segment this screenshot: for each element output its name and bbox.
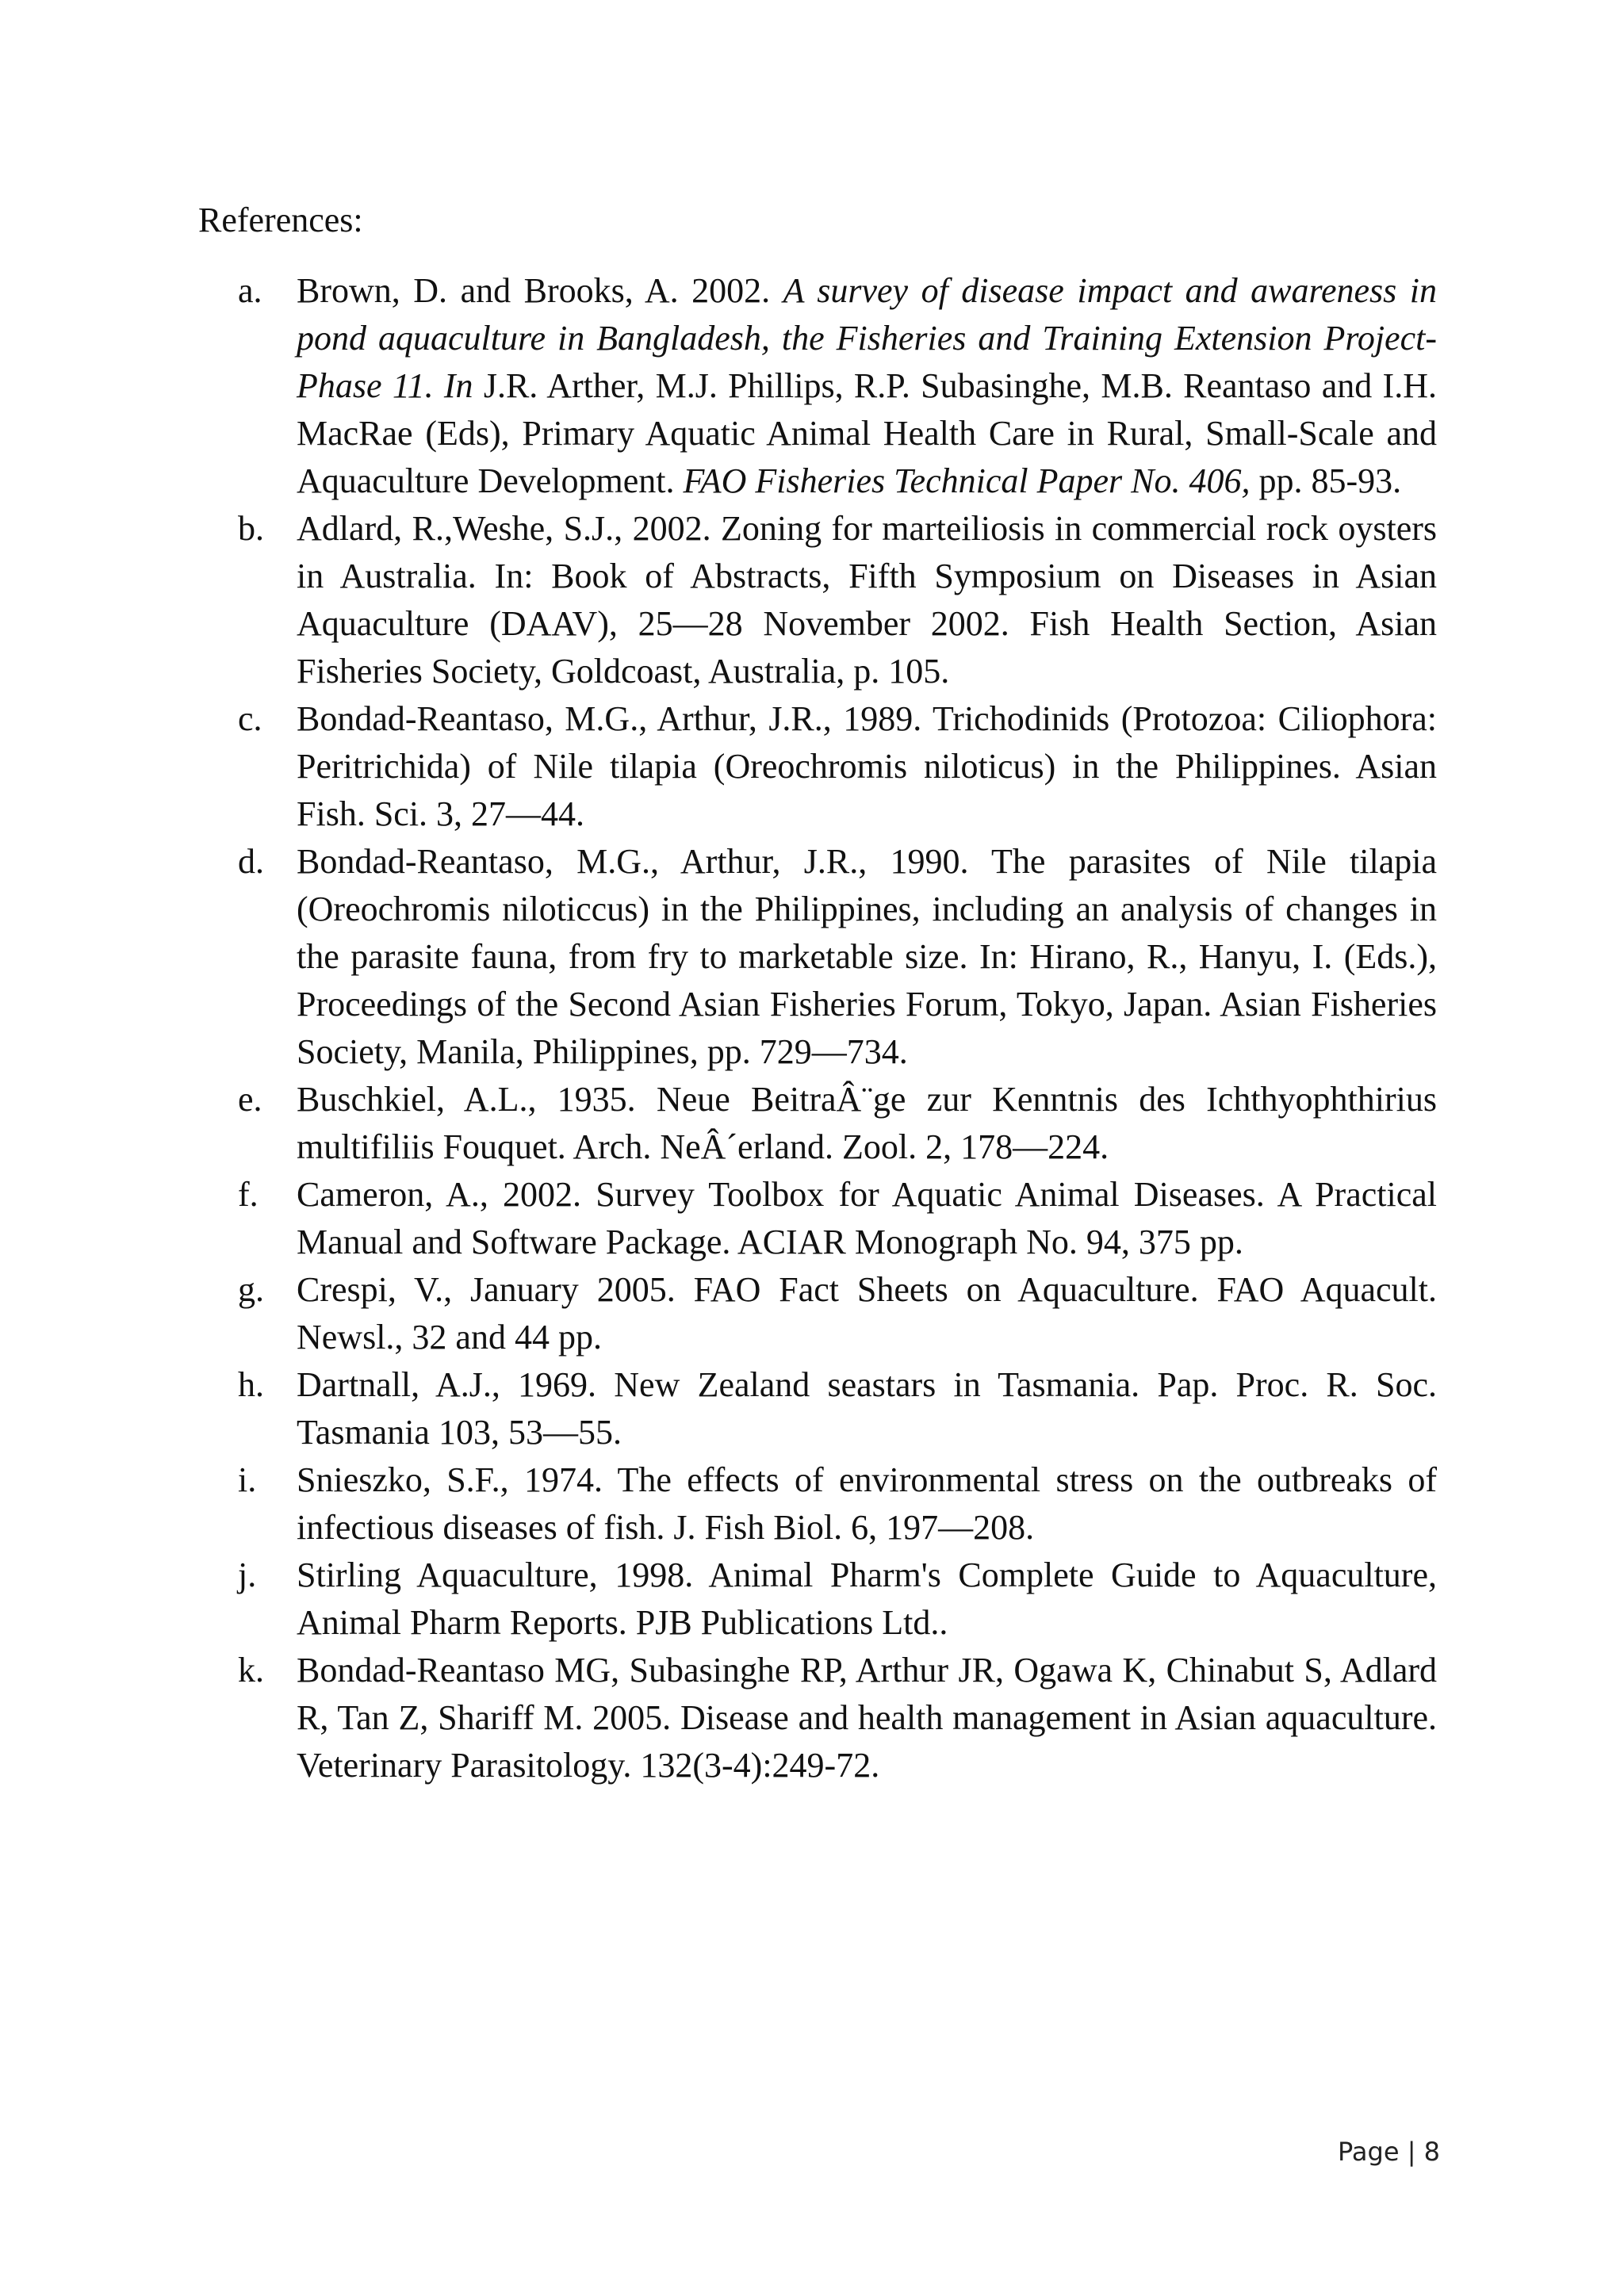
reference-text: Buschkiel, A.L., 1935. Neue BeitraÂ¨ge zur Kenntnis des Ichthyophthirius multifiliis Fouquet. Arch. NeÂ´erland. Zool. 2, 178—224. (297, 1080, 1437, 1166)
reference-letter: g. (238, 1270, 264, 1309)
reference-series-italic: FAO Fisheries Technical Paper No. 406, (683, 461, 1251, 500)
reference-text-part: Brown, D. and Brooks, A. 2002. (297, 271, 783, 310)
reference-item (238, 1456, 1437, 1552)
reference-item (238, 1266, 1437, 1361)
reference-title-italic: A survey of disease impact and awareness in pond aquaculture in Bangladesh, the Fisheries and Training Extension Project- Phase 11. In (297, 271, 1437, 405)
reference-text: Stirling Aquaculture, 1998. Animal Pharm's Complete Guide to Aquaculture, Animal Pharm Reports. PJB Publications Ltd.. (297, 1556, 1437, 1642)
reference-text: Bondad-Reantaso MG, Subasinghe RP, Arthur JR, Ogawa K, Chinabut S, Adlard R, Tan Z, Shariff M. 2005. Disease and health management in Asian aquaculture. Veterinary Parasitology. 132(3-4):249-72. (297, 1651, 1437, 1785)
reference-letter: h. (238, 1365, 264, 1404)
reference-letter: f. (238, 1175, 259, 1214)
reference-letter: b. (238, 509, 264, 548)
reference-text: Crespi, V., January 2005. FAO Fact Sheets on Aquaculture. FAO Aquacult. Newsl., 32 and 44 pp. (297, 1270, 1437, 1357)
reference-item (238, 505, 1437, 695)
reference-letter: a. (238, 271, 262, 310)
reference-letter: d. (238, 842, 264, 881)
reference-letter: j. (238, 1556, 257, 1594)
reference-text (297, 271, 1437, 500)
reference-item (238, 1552, 1437, 1647)
reference-text: Snieszko, S.F., 1974. The effects of environmental stress on the outbreaks of infectious diseases of fish. J. Fish Biol. 6, 197—208. (297, 1460, 1437, 1547)
reference-item (238, 1171, 1437, 1266)
reference-letter: k. (238, 1651, 264, 1689)
reference-text: Bondad-Reantaso, M.G., Arthur, J.R., 1989. Trichodinids (Protozoa: Ciliophora: Peritrichida) of Nile tilapia (Oreochromis niloticus) in the Philippines. Asian Fish. Sci. 3, 27—44. (297, 699, 1437, 833)
reference-item (238, 838, 1437, 1076)
reference-item (238, 267, 1437, 505)
reference-item (238, 1647, 1437, 1789)
reference-letter: c. (238, 699, 262, 738)
reference-text-part: pp. 85-93. (1250, 461, 1402, 500)
reference-item (238, 695, 1437, 838)
reference-text: Dartnall, A.J., 1969. New Zealand seastars in Tasmania. Pap. Proc. R. Soc. Tasmania 103, 53—55. (297, 1365, 1437, 1452)
reference-text-part: J.R. Arther, M.J. Phillips, R.P. Subasinghe, M.B. Reantaso and I.H. MacRae (Eds), Primary Aquatic Animal Health Care in Rural, Small-Scale and Aquaculture Development. (297, 366, 1437, 500)
references-heading: References: (198, 201, 363, 239)
reference-letter: i. (238, 1460, 257, 1499)
reference-item (238, 1361, 1437, 1456)
reference-text: Adlard, R.,Weshe, S.J., 2002. Zoning for marteiliosis in commercial rock oysters in Australia. In: Book of Abstracts, Fifth Symposium on Diseases in Asian Aquaculture (DAAV), 25—28 November 2002. Fish Health Section, Asian Fisheries Society, Goldcoast, Australia, p. 105. (297, 509, 1437, 691)
reference-item (238, 1076, 1437, 1171)
reference-text: Bondad-Reantaso, M.G., Arthur, J.R., 1990. The parasites of Nile tilapia (Oreochromis niloticcus) in the Philippines, including an analysis of changes in the parasite fauna, from fry to marketable size. In: Hirano, R., Hanyu, I. (Eds.), Proceedings of the Second Asian Fisheries Forum, Tokyo, Japan. Asian Fisheries Society, Manila, Philippines, pp. 729—734. (297, 842, 1437, 1071)
reference-letter: e. (238, 1080, 262, 1119)
page-number: Page | 8 (1338, 2137, 1440, 2167)
reference-text: Cameron, A., 2002. Survey Toolbox for Aquatic Animal Diseases. A Practical Manual and Software Package. ACIAR Monograph No. 94, 375 pp. (297, 1175, 1437, 1261)
reference-list (238, 267, 1437, 1789)
